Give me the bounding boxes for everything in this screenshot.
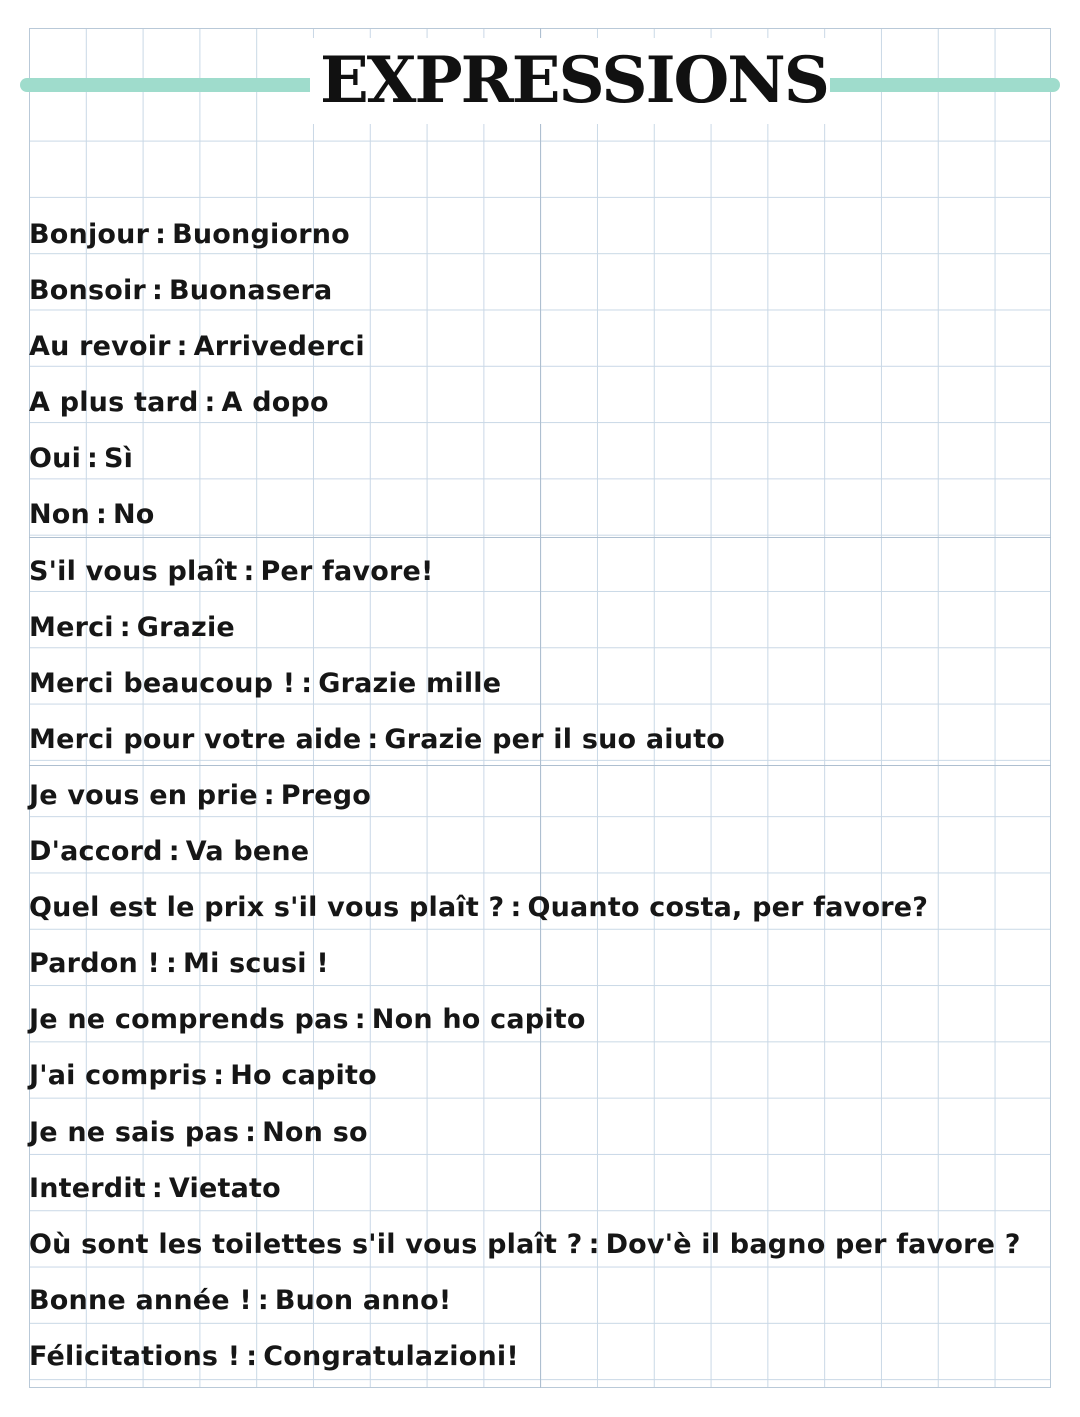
italian-term: Buongiorno [172, 219, 350, 250]
french-term: Interdit [29, 1172, 146, 1204]
italian-term: Grazie per il suo aiuto [384, 723, 726, 755]
separator: : [263, 779, 275, 811]
expression-row [29, 880, 1029, 936]
italian-term: Grazie [136, 611, 235, 643]
french-term: Oui [29, 443, 82, 475]
separator: : [246, 1340, 258, 1372]
italian-term: Buon anno! [274, 1284, 452, 1316]
expression-row [29, 824, 1029, 880]
separator: : [257, 1284, 269, 1316]
separator: : [176, 331, 188, 363]
italian-term: Non so [262, 1116, 368, 1148]
separator: : [213, 1060, 225, 1092]
separator: : [301, 667, 313, 699]
italian-term: Quanto costa, per favore? [527, 892, 929, 924]
french-term: J'ai compris [29, 1060, 208, 1092]
separator: : [245, 1116, 257, 1148]
italian-term: Dov'è il bagno per favore ? [605, 1228, 1021, 1260]
separator: : [510, 892, 522, 924]
separator: : [95, 499, 107, 531]
expression-row [29, 263, 1029, 319]
separator: : [243, 555, 255, 587]
italian-term: Per favore! [260, 555, 434, 587]
italian-term: Vietato [168, 1172, 281, 1204]
italian-term: Grazie mille [318, 667, 502, 699]
french-term: A plus tard [29, 387, 199, 419]
expression-row [29, 768, 1029, 824]
expression-row [29, 656, 1029, 712]
french-term: Merci pour votre aide [29, 723, 362, 755]
french-term: Pardon ! [29, 948, 161, 980]
french-term: Bonne année ! [29, 1284, 252, 1316]
separator: : [354, 1004, 366, 1036]
page-title: EXPRESSIONS [310, 38, 830, 124]
expression-list [29, 207, 1029, 1385]
separator: : [151, 275, 163, 307]
french-term: Bonsoir [29, 275, 146, 307]
italian-term: A dopo [221, 387, 329, 419]
italian-term: Arrivederci [193, 331, 365, 363]
separator: : [155, 219, 167, 250]
expression-row [29, 1217, 1029, 1273]
french-term: Bonjour [29, 219, 150, 250]
separator: : [168, 836, 180, 868]
french-term: Non [29, 499, 90, 531]
french-term: D'accord [29, 836, 163, 868]
french-term: Au revoir [29, 331, 171, 363]
french-term: Je ne sais pas [29, 1116, 240, 1148]
italian-term: Sì [104, 443, 134, 475]
expression-row [29, 600, 1029, 656]
separator: : [367, 723, 379, 755]
expression-row [29, 544, 1029, 600]
french-term: S'il vous plaît [29, 555, 238, 587]
expression-row [29, 1273, 1029, 1329]
expression-row [29, 992, 1029, 1048]
italian-term: No [112, 499, 155, 531]
expression-row [29, 375, 1029, 431]
expression-row [29, 1105, 1029, 1161]
expression-row [29, 1329, 1029, 1385]
expression-row [29, 712, 1029, 768]
italian-term: Buonasera [168, 275, 333, 307]
title-decoration-left [20, 78, 325, 92]
expression-row [29, 1161, 1029, 1217]
expression-row [29, 207, 1029, 263]
french-term: Je ne comprends pas [29, 1004, 349, 1036]
french-term: Félicitations ! [29, 1340, 241, 1372]
expression-row [29, 319, 1029, 375]
separator: : [119, 611, 131, 643]
italian-term: Congratulazioni! [263, 1340, 519, 1372]
expression-row [29, 431, 1029, 487]
italian-term: Va bene [185, 836, 310, 868]
separator: : [151, 1172, 163, 1204]
expression-row [29, 1048, 1029, 1104]
french-term: Merci beaucoup ! [29, 667, 296, 699]
italian-term: Non ho capito [371, 1004, 586, 1036]
italian-term: Ho capito [230, 1060, 377, 1092]
italian-term: Prego [280, 779, 372, 811]
italian-term: Mi scusi ! [183, 948, 329, 980]
french-term: Où sont les toilettes s'il vous plaît ? [29, 1228, 583, 1260]
separator: : [588, 1228, 600, 1260]
title-decoration-right [815, 78, 1060, 92]
separator: : [166, 948, 178, 980]
french-term: Je vous en prie [29, 779, 258, 811]
french-term: Merci [29, 611, 114, 643]
separator: : [87, 443, 99, 475]
french-term: Quel est le prix s'il vous plaît ? [29, 892, 505, 924]
expression-row [29, 936, 1029, 992]
separator: : [204, 387, 216, 419]
expression-row [29, 487, 1029, 543]
